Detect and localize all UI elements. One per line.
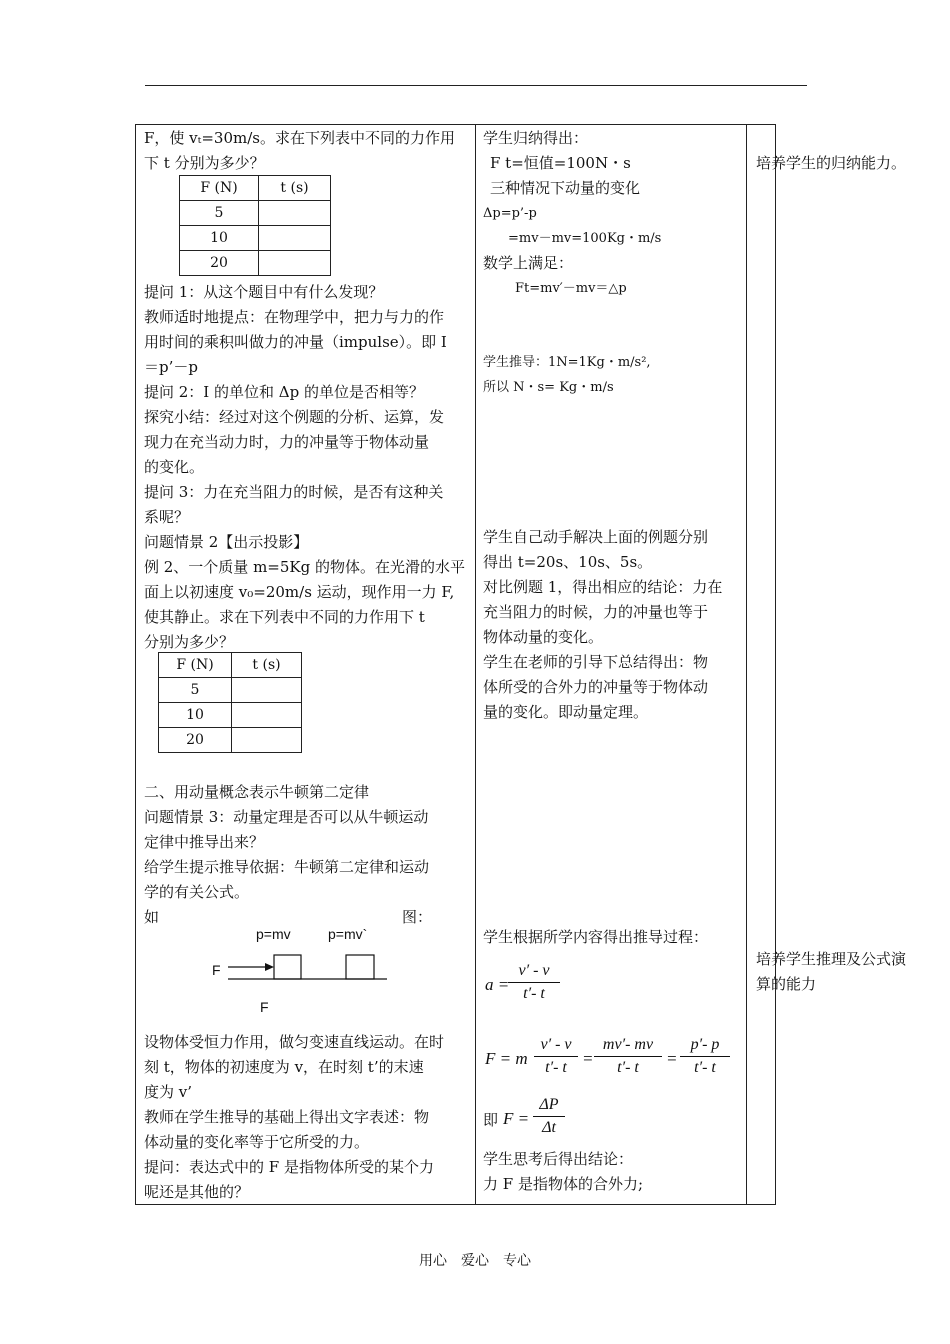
col2-line: 对比例题 1，得出相应的结论：力在 [483,578,723,596]
col1-line: 问题情景 2【出示投影】 [144,533,309,551]
col1-line: 教师在学生推导的基础上得出文字表述：物 [144,1108,430,1126]
col3-goal: 培养学生的归纳能力。 [756,154,907,172]
table-header: F (N) [159,653,232,678]
equals-sign: = [582,1049,594,1068]
force-arrowhead [265,963,274,971]
page-footer: 用心 爱心 专心 [419,1253,531,1269]
table-cell: 20 [159,728,232,753]
table-top-border [135,124,775,125]
fraction-denominator: t′- t [617,1059,639,1076]
equals-sign: = [666,1049,678,1068]
table-header: t (s) [259,176,331,201]
col2-line: 学生自己动手解决上面的例题分别 [483,528,709,546]
fig-caption-tu: 图： [402,908,433,926]
table-cell: 10 [159,703,232,728]
column-divider-2 [746,124,747,1205]
col1-line: 的变化。 [144,458,205,476]
fraction-numerator: v′ - v [540,1036,572,1053]
momentum-diagram [225,950,395,986]
col2-line: 三种情况下动量的变化 [490,179,641,197]
table-cell [232,678,302,703]
table-cell [259,226,331,251]
col1-line: 定律中推导出来？ [144,833,265,851]
col2-line: 学生推导：1N=1Kg・m/s², [483,355,651,370]
col1-line: 学的有关公式。 [144,883,250,901]
col2-line: 学生归纳得出： [483,129,589,147]
col2-line: 学生根据所学内容得出推导过程： [483,928,709,946]
fig-caption-ru: 如 [144,908,160,926]
col1-line: 提问 3：力在充当阻力的时候，是否有这种关 [144,483,444,501]
table-cell [232,703,302,728]
table-header: F (N) [180,176,259,201]
col1-line: 体动量的变化率等于它所受的力。 [144,1133,370,1151]
equation-a-lhs: a = [485,975,510,994]
equation-a-fraction [508,962,560,1003]
table-left-border [135,124,136,1205]
col3-goal: 算的能力 [756,975,817,993]
equation-rate-lhs: F = [503,1109,530,1128]
fig-label-p1: p=mv [256,926,291,942]
col1-line: 提问 2：I 的单位和 Δp 的单位是否相等？ [144,383,424,401]
fraction-numerator: ΔP [539,1096,559,1113]
block-initial [274,955,301,979]
col2-line: 学生思考后得出结论： [483,1150,634,1168]
col1-line: 使其静止。求在下列表中不同的力作用下 t [144,608,425,626]
section-heading: 二、用动量概念表示牛顿第二定律 [144,783,370,801]
table-right-border [775,124,776,1205]
col1-line: 提问 1：从这个题目中有什么发现？ [144,283,384,301]
col2-line: Δp=p’-p [483,206,537,221]
table-cell: 20 [180,251,259,276]
col1-line: 系呢？ [144,508,190,526]
col2-line: 得出 t=20s、10s、5s。 [483,553,653,571]
equation-F-lhs: F = m [485,1049,528,1068]
col2-line: =mv－mv=100Kg・m/s [508,231,662,246]
table-header: t (s) [232,653,302,678]
col1-line: 问题情景 3：动量定理是否可以从牛顿运动 [144,808,429,826]
equation-rate-fraction [533,1096,565,1137]
column-divider-1 [475,124,476,1205]
col1-line: 刻 t，物体的初速度为 v，在时刻 t’的末速 [144,1058,424,1076]
col1-line: ＝p’－p [144,358,198,376]
col2-line: 所以 N・s= Kg・m/s [483,380,614,395]
fraction-denominator: Δt [542,1119,556,1136]
block-final [346,955,374,979]
fraction-denominator: t′- t [523,985,545,1002]
fig-label-force-arrow: F [212,962,221,978]
col2-line: Ft=mv′－mv＝△p [515,281,627,296]
table-cell: 5 [180,201,259,226]
col2-line: 学生在老师的引导下总结得出：物 [483,653,709,671]
equation-F-fraction-2 [594,1036,662,1077]
col1-line: F，使 vₜ=30m/s。求在下列表中不同的力作用 [144,129,455,147]
fig-label-force: F [260,999,269,1015]
table-cell [232,728,302,753]
col1-line: 提问：表达式中的 F 是指物体所受的某个力 [144,1158,434,1176]
col1-line: 例 2、一个质量 m=5Kg 的物体。在光滑的水平 [144,558,465,576]
col2-ji: 即 [483,1111,499,1129]
table-cell: 10 [180,226,259,251]
force-time-table-2 [158,652,302,753]
col2-line: 数学上满足： [483,254,574,272]
col2-line: 量的变化。即动量定理。 [483,703,649,721]
col1-line: 探究小结：经过对这个例题的分析、运算，发 [144,408,445,426]
col2-line: 充当阻力的时候，力的冲量也等于 [483,603,709,621]
fraction-numerator: v′ - v [518,962,550,979]
col2-line: F t=恒值=100N・s [490,154,631,172]
equation-F-fraction-3 [680,1036,730,1077]
fraction-numerator: mv′- mv [602,1036,654,1053]
col1-line: 面上以初速度 v₀=20m/s 运动，现作用一力 F, [144,583,455,601]
col1-line: 教师适时地提点：在物理学中，把力与力的作 [144,308,445,326]
fig-label-p2: p=mv` [328,926,368,942]
col2-line: 力 F 是指物体的合外力; [483,1175,643,1193]
force-time-table-1 [179,175,331,276]
col1-line: 分别为多少？ [144,633,235,651]
col2-line: 体所受的合外力的冲量等于物体动 [483,678,709,696]
table-cell [259,251,331,276]
header-rule [145,85,807,86]
col1-line: 设物体受恒力作用，做匀变速直线运动。在时 [144,1033,445,1051]
fraction-numerator: p′- p [690,1036,720,1053]
col1-line: 用时间的乘积叫做力的冲量（impulse）。即 I [144,333,447,351]
col1-line: 度为 v’ [144,1083,193,1101]
col1-line: 现力在充当动力时，力的冲量等于物体动量 [144,433,430,451]
col2-line: 物体动量的变化。 [483,628,604,646]
col1-line: 下 t 分别为多少？ [144,154,265,172]
col3-goal: 培养学生推理及公式演 [756,950,907,968]
col1-line: 呢还是其他的？ [144,1183,250,1201]
table-cell [259,201,331,226]
col1-line: 给学生提示推导依据：牛顿第二定律和运动 [144,858,430,876]
fraction-denominator: t′- t [694,1059,716,1076]
table-cell: 5 [159,678,232,703]
equation-F-fraction-1 [534,1036,578,1077]
fraction-denominator: t′- t [545,1059,567,1076]
